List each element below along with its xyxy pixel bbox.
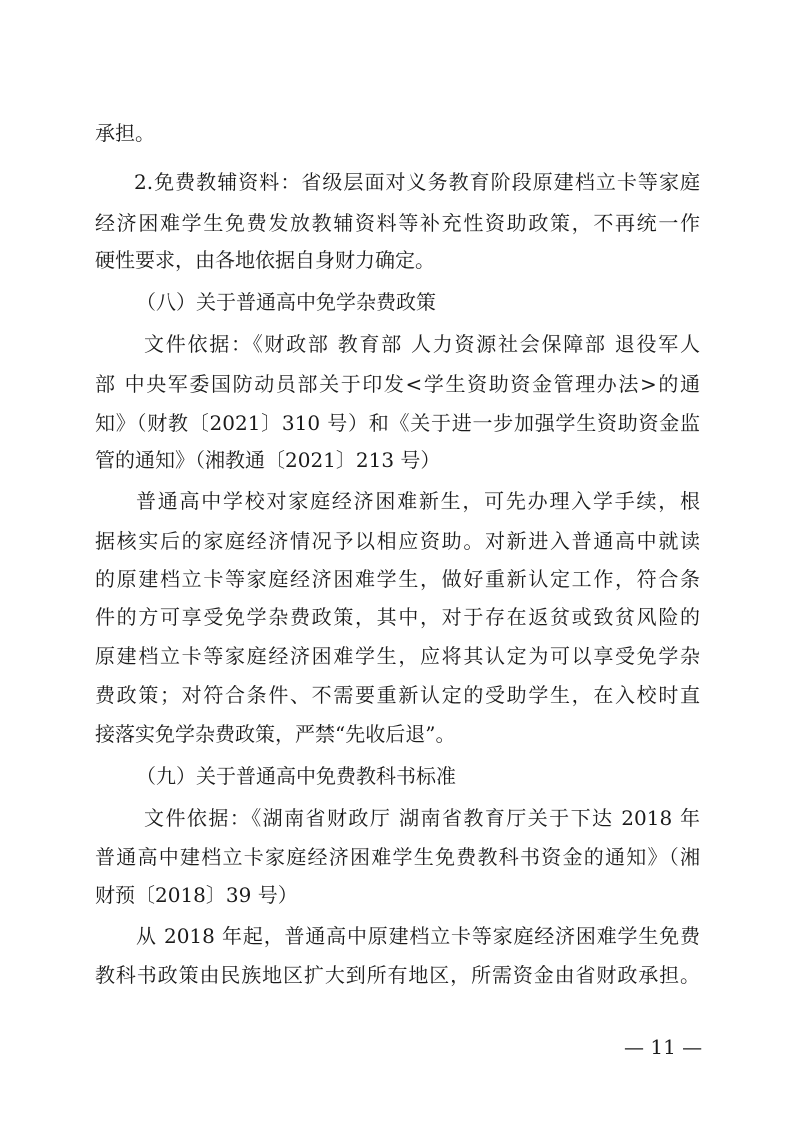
text-line: 据核实后的家庭经济情况予以相应资助。对新进入普通高中就读 xyxy=(95,529,700,553)
text-line: 2.免费教辅资料：省级层面对义务教育阶段原建档立卡等家庭 xyxy=(134,170,700,194)
text-line: 管的通知》（湘教通〔2021〕213 号） xyxy=(95,448,441,472)
text-line: 原建档立卡等家庭经济困难学生，应将其认定为可以享受免学杂 xyxy=(95,644,700,668)
text-line: 接落实免学杂费政策，严禁“先收后退”。 xyxy=(95,722,456,746)
text-line: 文件依据：《财政部 教育部 人力资源社会保障部 退役军人 xyxy=(144,332,700,356)
text-line: 普通高中建档立卡家庭经济困难学生免费教科书资金的通知》（湘 xyxy=(95,845,700,869)
text-line: 普通高中学校对家庭经济困难新生，可先办理入学手续，根 xyxy=(136,489,700,513)
text-line: 从 2018 年起，普通高中原建档立卡等家庭经济困难学生免费 xyxy=(136,924,700,948)
text-line: 承担。 xyxy=(95,121,155,145)
text-line: 教科书政策由民族地区扩大到所有地区，所需资金由省财政承担。 xyxy=(95,963,700,987)
page-number: — 11 — xyxy=(624,1035,703,1059)
text-line: 财预〔2018〕39 号） xyxy=(95,883,298,907)
text-line: 部 中央军委国防动员部关于印发<学生资助资金管理办法>的通 xyxy=(95,372,700,396)
text-line: 件的方可享受免学杂费政策，其中，对于存在返贫或致贫风险的 xyxy=(95,605,700,629)
text-line: 知》（财教〔2021〕310 号）和《关于进一步加强学生资助资金监 xyxy=(95,411,700,435)
text-line: 费政策；对符合条件、不需要重新认定的受助学生，在入校时直 xyxy=(95,683,700,707)
text-line: 的原建档立卡等家庭经济困难学生，做好重新认定工作，符合条 xyxy=(95,567,700,591)
text-line: 经济困难学生免费发放教辅资料等补充性资助政策，不再统一作 xyxy=(95,211,700,235)
section-heading: （九）关于普通高中免费教科书标准 xyxy=(136,764,456,788)
text-line: 文件依据：《湖南省财政厅 湖南省教育厅关于下达 2018 年 xyxy=(144,806,700,830)
section-heading: （八）关于普通高中免学杂费政策 xyxy=(136,290,436,314)
text-line: 硬性要求，由各地依据自身财力确定。 xyxy=(95,248,435,272)
